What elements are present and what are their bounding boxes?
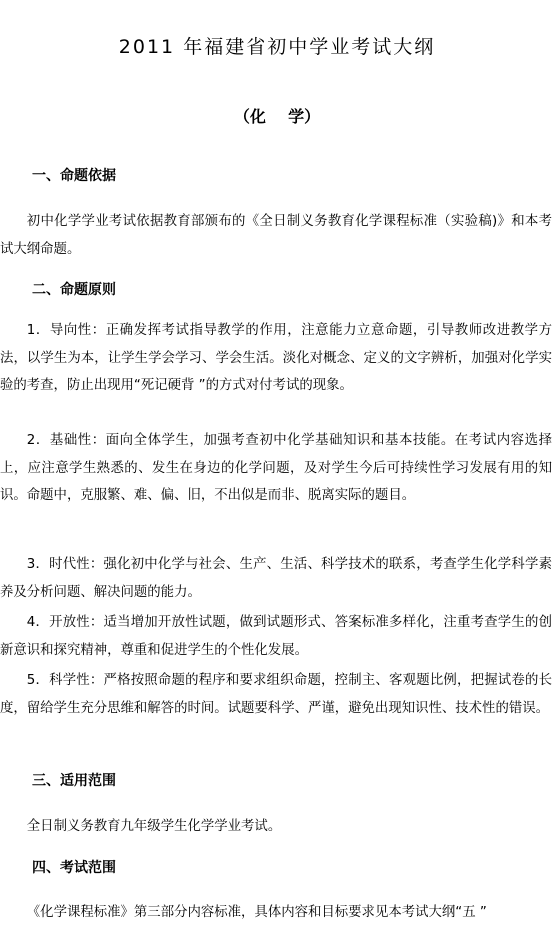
principle-timeliness-paragraph: 3．时代性：强化初中化学与社会、生产、生活、科学技术的联系，考查学生化学科学素养及分析问题、解决问题的能力。 [0,557,552,600]
section-heading-scope: 三、适用范围 [32,773,116,789]
section-heading-principles: 二、命题原则 [32,282,116,298]
section-exam-range-paragraph: 《化学课程标准》第三部分内容标准，具体内容和目标要求见本考试大纲“五 ” [26,905,487,920]
section-heading-exam-range: 四、考试范围 [32,860,116,876]
principle-openness-paragraph: 4．开放性：适当增加开放性试题，做到试题形式、答案标准多样化，注重考查学生的创新意识和探究精神，尊重和促进学生的个性化发展。 [0,615,552,658]
section-heading-basis: 一、命题依据 [32,168,116,184]
section-scope-paragraph: 全日制义务教育九年级学生化学学业考试。 [26,819,282,834]
principle-guidance-paragraph: 1．导向性：正确发挥考试指导教学的作用，注意能力立意命题，引导教师改进教学方法，以学生为本，让学生学会学习、学会生活。淡化对概念、定义的文字辨析，加强对化学实验的考查，防止出现用“死记硬背 ”的方式对付考试的现象。 [0,323,552,393]
document-title: 2011 年福建省初中学业考试大纲 [118,36,436,58]
principle-foundation-paragraph: 2．基础性：面向全体学生，加强考查初中化学基础知识和基本技能。在考试内容选择上，应注意学生熟悉的、发生在身边的化学问题，及对学生今后可持续性学习发展有用的知识。命题中，克服繁、难、偏、旧，不出似是而非、脱离实际的题目。 [0,433,552,503]
section-basis-paragraph: 初中化学学业考试依据教育部颁布的《全日制义务教育化学课程标准（实验稿)》和本考试大纲命题。 [0,214,552,257]
document-subtitle: （化 学） [233,107,321,126]
principle-scientific-paragraph: 5．科学性：严格按照命题的程序和要求组织命题，控制主、客观题比例，把握试卷的长度，留给学生充分思维和解答的时间。试题要科学、严谨，避免出现知识性、技术性的错误。 [0,673,552,716]
